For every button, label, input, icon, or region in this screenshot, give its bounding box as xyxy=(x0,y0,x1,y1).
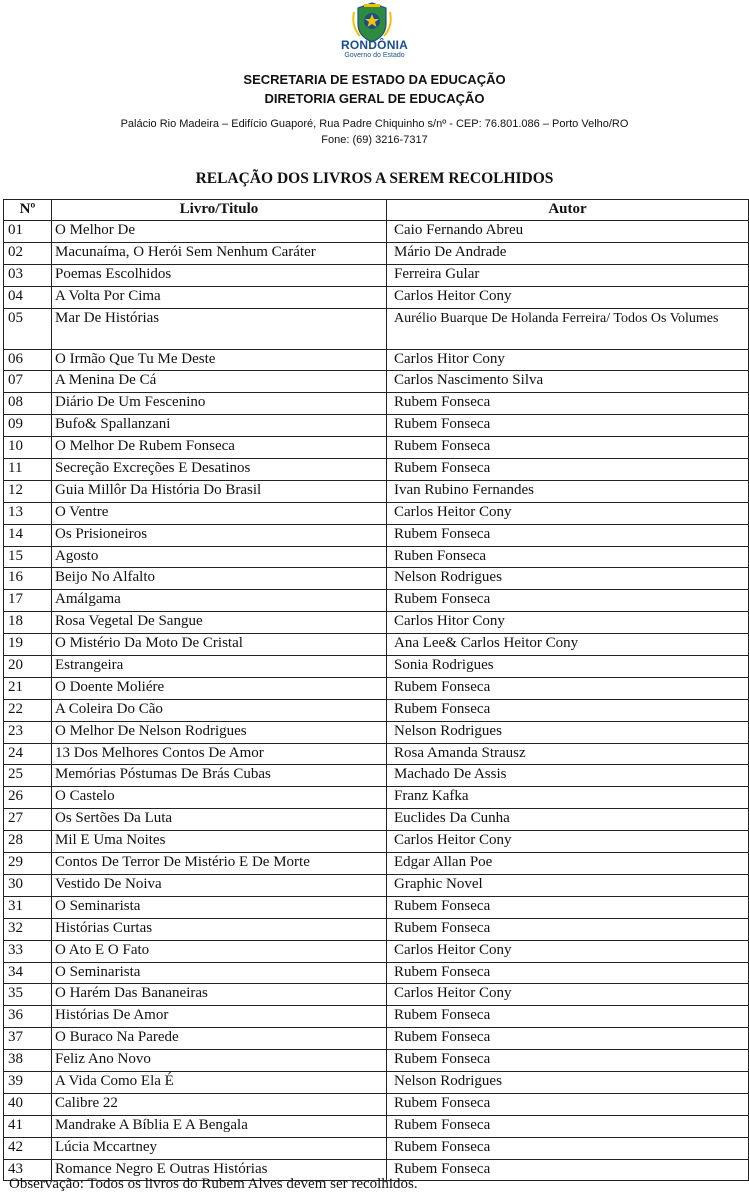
cell-title: Feliz Ano Novo xyxy=(52,1050,387,1072)
table-row xyxy=(4,634,749,656)
cell-number: 17 xyxy=(4,590,52,612)
cell-number: 29 xyxy=(4,853,52,875)
table-row xyxy=(4,242,749,264)
cell-title: O Castelo xyxy=(52,787,387,809)
cell-author: Rubem Fonseca xyxy=(387,524,749,546)
table-row xyxy=(4,459,749,481)
cell-title: Lúcia Mccartney xyxy=(52,1137,387,1159)
table-row xyxy=(4,677,749,699)
cell-title: Macunaíma, O Herói Sem Nenhum Caráter xyxy=(52,242,387,264)
cell-title: O Doente Moliére xyxy=(52,677,387,699)
cell-number: 23 xyxy=(4,721,52,743)
cell-title: Bufo& Spallanzani xyxy=(52,415,387,437)
cell-author: Rubem Fonseca xyxy=(387,677,749,699)
brand-name: RONDÔNIA xyxy=(341,38,408,52)
cell-author: Euclides Da Cunha xyxy=(387,809,749,831)
cell-title: Memórias Póstumas De Brás Cubas xyxy=(52,765,387,787)
cell-author: Aurélio Buarque De Holanda Ferreira/ Todos Os Volumes xyxy=(387,308,749,349)
table-row xyxy=(4,940,749,962)
cell-author: Ana Lee& Carlos Heitor Cony xyxy=(387,634,749,656)
cell-author: Rubem Fonseca xyxy=(387,590,749,612)
table-row xyxy=(4,1006,749,1028)
cell-title: Estrangeira xyxy=(52,656,387,678)
cell-author: Rubem Fonseca xyxy=(387,1115,749,1137)
cell-author: Carlos Hitor Cony xyxy=(387,612,749,634)
cell-title: O Harém Das Bananeiras xyxy=(52,984,387,1006)
cell-title: O Seminarista xyxy=(52,962,387,984)
table-row xyxy=(4,524,749,546)
cell-number: 41 xyxy=(4,1115,52,1137)
cell-title: Vestido De Noiva xyxy=(52,874,387,896)
cell-number: 35 xyxy=(4,984,52,1006)
table-row xyxy=(4,221,749,243)
table-row xyxy=(4,809,749,831)
cell-number: 31 xyxy=(4,896,52,918)
cell-author: Ferreira Gular xyxy=(387,264,749,286)
cell-number: 14 xyxy=(4,524,52,546)
table-row xyxy=(4,612,749,634)
table-row xyxy=(4,546,749,568)
column-header-author: Autor xyxy=(387,200,749,221)
table-row xyxy=(4,568,749,590)
table-row xyxy=(4,349,749,371)
cell-author: Rubem Fonseca xyxy=(387,415,749,437)
cell-number: 34 xyxy=(4,962,52,984)
table-row xyxy=(4,1093,749,1115)
cell-number: 06 xyxy=(4,349,52,371)
cell-number: 39 xyxy=(4,1071,52,1093)
table-row xyxy=(4,1137,749,1159)
table-row xyxy=(4,1071,749,1093)
cell-number: 01 xyxy=(4,221,52,243)
cell-author: Sonia Rodrigues xyxy=(387,656,749,678)
table-row xyxy=(4,480,749,502)
cell-title: Guia Millôr Da História Do Brasil xyxy=(52,480,387,502)
table-row xyxy=(4,415,749,437)
cell-author: Rubem Fonseca xyxy=(387,896,749,918)
table-row xyxy=(4,264,749,286)
address-line: Palácio Rio Madeira – Edifício Guaporé, Rua Padre Chiquinho s/nº - CEP: 76.801.086 – Porto Velho/RO xyxy=(120,118,629,130)
cell-author: Edgar Allan Poe xyxy=(387,853,749,875)
cell-number: 26 xyxy=(4,787,52,809)
cell-title: Histórias De Amor xyxy=(52,1006,387,1028)
cell-author: Rosa Amanda Strausz xyxy=(387,743,749,765)
cell-number: 32 xyxy=(4,918,52,940)
cell-number: 36 xyxy=(4,1006,52,1028)
cell-title: O Mistério Da Moto De Cristal xyxy=(52,634,387,656)
cell-author: Carlos Nascimento Silva xyxy=(387,371,749,393)
table-row xyxy=(4,502,749,524)
cell-number: 03 xyxy=(4,264,52,286)
column-header-title: Livro/Titulo xyxy=(52,200,387,221)
table-row xyxy=(4,743,749,765)
cell-number: 42 xyxy=(4,1137,52,1159)
observation-note: Observação: Todos os livros do Rubem Alves devem ser recolhidos. xyxy=(9,1176,418,1192)
cell-title: Diário De Um Fescenino xyxy=(52,393,387,415)
cell-title: Contos De Terror De Mistério E De Morte xyxy=(52,853,387,875)
cell-number: 37 xyxy=(4,1028,52,1050)
cell-number: 40 xyxy=(4,1093,52,1115)
cell-author: Rubem Fonseca xyxy=(387,1006,749,1028)
cell-number: 15 xyxy=(4,546,52,568)
cell-author: Rubem Fonseca xyxy=(387,1137,749,1159)
cell-title: A Coleira Do Cão xyxy=(52,699,387,721)
cell-author: Nelson Rodrigues xyxy=(387,721,749,743)
table-row xyxy=(4,962,749,984)
cell-title: Mandrake A Bíblia E A Bengala xyxy=(52,1115,387,1137)
cell-author: Machado De Assis xyxy=(387,765,749,787)
table-row xyxy=(4,308,749,349)
cell-title: Histórias Curtas xyxy=(52,918,387,940)
cell-title: Beijo No Alfalto xyxy=(52,568,387,590)
cell-number: 08 xyxy=(4,393,52,415)
cell-number: 19 xyxy=(4,634,52,656)
cell-number: 20 xyxy=(4,656,52,678)
table-row xyxy=(4,286,749,308)
cell-title: O Seminarista xyxy=(52,896,387,918)
cell-author: Rubem Fonseca xyxy=(387,1093,749,1115)
diretoria-heading: DIRETORIA GERAL DE EDUCAÇÃO xyxy=(264,91,485,106)
table-row xyxy=(4,371,749,393)
cell-number: 21 xyxy=(4,677,52,699)
cell-number: 18 xyxy=(4,612,52,634)
cell-title: Calibre 22 xyxy=(52,1093,387,1115)
cell-author: Nelson Rodrigues xyxy=(387,568,749,590)
cell-title: Os Prisioneiros xyxy=(52,524,387,546)
cell-title: O Ato E O Fato xyxy=(52,940,387,962)
cell-author: Ivan Rubino Fernandes xyxy=(387,480,749,502)
cell-author: Ruben Fonseca xyxy=(387,546,749,568)
cell-number: 12 xyxy=(4,480,52,502)
cell-author: Rubem Fonseca xyxy=(387,1028,749,1050)
cell-title: Rosa Vegetal De Sangue xyxy=(52,612,387,634)
cell-author: Rubem Fonseca xyxy=(387,962,749,984)
cell-author: Mário De Andrade xyxy=(387,242,749,264)
cell-number: 02 xyxy=(4,242,52,264)
cell-title: Agosto xyxy=(52,546,387,568)
table-row xyxy=(4,699,749,721)
cell-title: Amálgama xyxy=(52,590,387,612)
table-row xyxy=(4,853,749,875)
cell-number: 09 xyxy=(4,415,52,437)
cell-author: Carlos Heitor Cony xyxy=(387,984,749,1006)
cell-number: 07 xyxy=(4,371,52,393)
cell-author: Rubem Fonseca xyxy=(387,393,749,415)
books-table xyxy=(3,199,749,1181)
table-row xyxy=(4,918,749,940)
cell-author: Rubem Fonseca xyxy=(387,1159,749,1181)
cell-author: Caio Fernando Abreu xyxy=(387,221,749,243)
cell-title: O Melhor De xyxy=(52,221,387,243)
cell-number: 43 xyxy=(4,1159,52,1181)
cell-title: O Melhor De Nelson Rodrigues xyxy=(52,721,387,743)
cell-number: 25 xyxy=(4,765,52,787)
table-row xyxy=(4,393,749,415)
cell-title: A Menina De Cá xyxy=(52,371,387,393)
cell-title: O Buraco Na Parede xyxy=(52,1028,387,1050)
cell-number: 24 xyxy=(4,743,52,765)
cell-author: Rubem Fonseca xyxy=(387,1050,749,1072)
cell-title: O Melhor De Rubem Fonseca xyxy=(52,437,387,459)
cell-title: Mil E Uma Noites xyxy=(52,831,387,853)
cell-author: Rubem Fonseca xyxy=(387,459,749,481)
cell-title: Poemas Escolhidos xyxy=(52,264,387,286)
cell-author: Franz Kafka xyxy=(387,787,749,809)
cell-title: A Volta Por Cima xyxy=(52,286,387,308)
table-row xyxy=(4,1028,749,1050)
cell-author: Carlos Hitor Cony xyxy=(387,349,749,371)
table-row xyxy=(4,437,749,459)
cell-number: 30 xyxy=(4,874,52,896)
cell-number: 13 xyxy=(4,502,52,524)
document-header xyxy=(0,0,749,150)
cell-number: 22 xyxy=(4,699,52,721)
column-header-number: Nº xyxy=(4,200,52,221)
cell-author: Carlos Heitor Cony xyxy=(387,940,749,962)
document-title: RELAÇÃO DOS LIVROS A SEREM RECOLHIDOS xyxy=(195,170,554,187)
cell-number: 33 xyxy=(4,940,52,962)
table-row xyxy=(4,896,749,918)
table-body xyxy=(4,221,749,1181)
table-row xyxy=(4,765,749,787)
cell-title: Secreção Excreções E Desatinos xyxy=(52,459,387,481)
cell-title: A Vida Como Ela É xyxy=(52,1071,387,1093)
cell-title: Os Sertões Da Luta xyxy=(52,809,387,831)
table-header-row xyxy=(4,200,749,221)
table-row xyxy=(4,590,749,612)
cell-author: Nelson Rodrigues xyxy=(387,1071,749,1093)
cell-title: O Ventre xyxy=(52,502,387,524)
table-row xyxy=(4,874,749,896)
cell-number: 10 xyxy=(4,437,52,459)
cell-number: 11 xyxy=(4,459,52,481)
cell-author: Rubem Fonseca xyxy=(387,437,749,459)
cell-title: Mar De Histórias xyxy=(52,308,387,349)
cell-number: 16 xyxy=(4,568,52,590)
brand-subtitle: Governo do Estado xyxy=(344,52,405,59)
cell-number: 05 xyxy=(4,308,52,349)
cell-number: 38 xyxy=(4,1050,52,1072)
cell-title: Romance Negro E Outras Histórias xyxy=(52,1159,387,1181)
secretaria-heading: SECRETARIA DE ESTADO DA EDUCAÇÃO xyxy=(243,72,506,87)
cell-title: 13 Dos Melhores Contos De Amor xyxy=(52,743,387,765)
table-row xyxy=(4,831,749,853)
table-row xyxy=(4,656,749,678)
cell-author: Carlos Heitor Cony xyxy=(387,502,749,524)
table-row xyxy=(4,1115,749,1137)
cell-title: O Irmão Que Tu Me Deste xyxy=(52,349,387,371)
cell-author: Carlos Heitor Cony xyxy=(387,831,749,853)
cell-number: 04 xyxy=(4,286,52,308)
table-row xyxy=(4,984,749,1006)
cell-number: 27 xyxy=(4,809,52,831)
phone-line: Fone: (69) 3216-7317 xyxy=(321,134,428,146)
cell-author: Rubem Fonseca xyxy=(387,918,749,940)
cell-author: Rubem Fonseca xyxy=(387,699,749,721)
table-row xyxy=(4,1050,749,1072)
table-row xyxy=(4,721,749,743)
cell-number: 28 xyxy=(4,831,52,853)
cell-author: Carlos Heitor Cony xyxy=(387,286,749,308)
table-row xyxy=(4,787,749,809)
cell-author: Graphic Novel xyxy=(387,874,749,896)
